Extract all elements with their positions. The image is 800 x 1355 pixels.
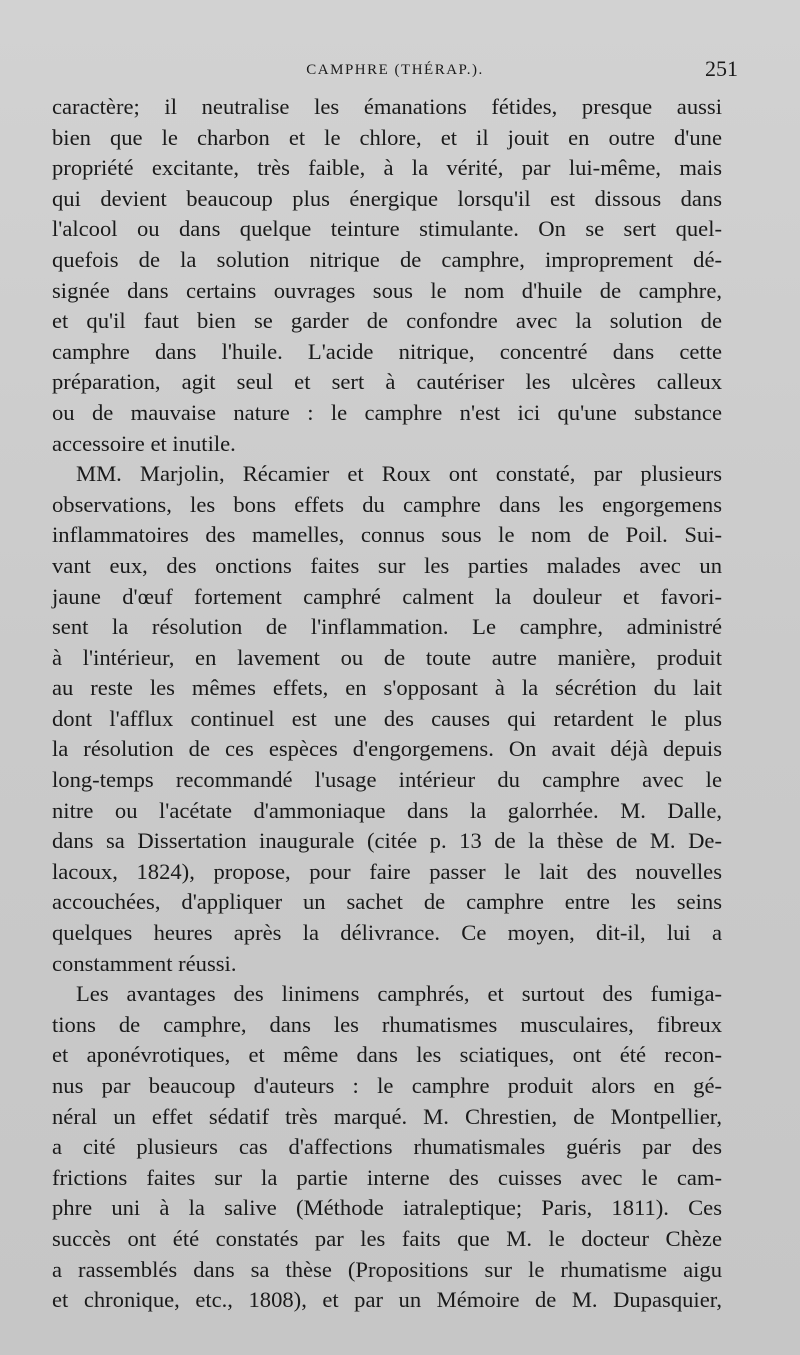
- text-line: sent la résolution de l'inflammation. Le camphre, administré: [52, 614, 722, 640]
- text-line: a rassemblés dans sa thèse (Propositions sur le rhumatisme aigu: [52, 1256, 722, 1282]
- text-line: vant eux, des onctions faites sur les parties malades avec un: [52, 552, 722, 578]
- text-line: bien que le charbon et le chlore, et il jouit en outre d'une: [52, 124, 722, 150]
- text-line: quefois de la solution nitrique de camphre, improprement dé-: [52, 246, 722, 272]
- text-line: ou de mauvaise nature : le camphre n'est ici qu'une substance: [52, 399, 722, 425]
- paragraph-1: [52, 92, 722, 459]
- text-line: propriété excitante, très faible, à la vérité, par lui-même, mais: [52, 155, 722, 181]
- body-text: [52, 92, 722, 1316]
- text-line: nus par beaucoup d'auteurs : le camphre produit alors en gé-: [52, 1073, 722, 1098]
- text-line: lacoux, 1824), propose, pour faire passer le lait des nouvelles: [52, 858, 722, 884]
- page-header: [52, 56, 738, 92]
- text-line: caractère; il neutralise les émanations fétides, presque aussi: [52, 94, 722, 119]
- text-line: et aponévrotiques, et même dans les sciatiques, ont été recon-: [52, 1042, 722, 1068]
- text-line: inflammatoires des mamelles, connus sous le nom de Poil. Sui-: [52, 522, 722, 548]
- text-line: accessoire et inutile.: [52, 430, 236, 456]
- text-line: a cité plusieurs cas d'affections rhumatismales guéris par des: [52, 1134, 722, 1160]
- text-line: signée dans certains ouvrages sous le nom d'huile de camphre,: [52, 277, 722, 303]
- text-line: qui devient beaucoup plus énergique lorsqu'il est dissous dans: [52, 185, 722, 211]
- text-line: nitre ou l'acétate d'ammoniaque dans la galorrhée. M. Dalle,: [52, 797, 722, 823]
- text-line: tions de camphre, dans les rhumatismes musculaires, fibreux: [52, 1011, 722, 1037]
- paragraph-2: [52, 459, 722, 979]
- text-line: accouchées, d'appliquer un sachet de camphre entre les seins: [52, 889, 722, 915]
- text-line: Les avantages des linimens camphrés, et surtout des fumiga-: [76, 981, 722, 1007]
- text-line: au reste les mêmes effets, en s'opposant à la sécrétion du lait: [52, 675, 722, 701]
- text-line: néral un effet sédatif très marqué. M. Chrestien, de Montpellier,: [52, 1103, 722, 1129]
- text-line: observations, les bons effets du camphre dans les engorgemens: [52, 491, 722, 517]
- text-line: l'alcool ou dans quelque teinture stimulante. On se sert quel-: [52, 216, 722, 242]
- text-line: la résolution de ces espèces d'engorgemens. On avait déjà depuis: [52, 736, 722, 762]
- running-title: CAMPHRE (THÉRAP.).: [306, 62, 484, 78]
- text-line: dont l'afflux continuel est une des causes qui retardent le plus: [52, 705, 722, 731]
- text-line: et chronique, etc., 1808), et par un Mémoire de M. Dupasquier,: [52, 1287, 722, 1313]
- text-line: phre uni à la salive (Méthode iatraleptique; Paris, 1811). Ces: [52, 1195, 722, 1221]
- text-line: dans sa Dissertation inaugurale (citée p. 13 de la thèse de M. De-: [52, 828, 722, 854]
- text-line: MM. Marjolin, Récamier et Roux ont constaté, par plusieurs: [76, 461, 722, 487]
- text-line: long-temps recommandé l'usage intérieur du camphre avec le: [52, 767, 722, 793]
- text-line: constamment réussi.: [52, 950, 237, 976]
- text-line: camphre dans l'huile. L'acide nitrique, concentré dans cette: [52, 338, 722, 364]
- text-line: quelques heures après la délivrance. Ce moyen, dit-il, lui a: [52, 920, 722, 946]
- text-line: préparation, agit seul et sert à cautériser les ulcères calleux: [52, 369, 722, 395]
- text-line: et qu'il faut bien se garder de confondre avec la solution de: [52, 308, 722, 334]
- text-line: à l'intérieur, en lavement ou de toute autre manière, produit: [52, 644, 722, 670]
- text-line: jaune d'œuf fortement camphré calment la douleur et favori-: [52, 583, 722, 609]
- text-line: succès ont été constatés par les faits que M. le docteur Chèze: [52, 1225, 722, 1251]
- page-number: 251: [705, 56, 738, 81]
- paragraph-3: [52, 979, 722, 1316]
- text-line: frictions faites sur la partie interne des cuisses avec le cam-: [52, 1164, 722, 1190]
